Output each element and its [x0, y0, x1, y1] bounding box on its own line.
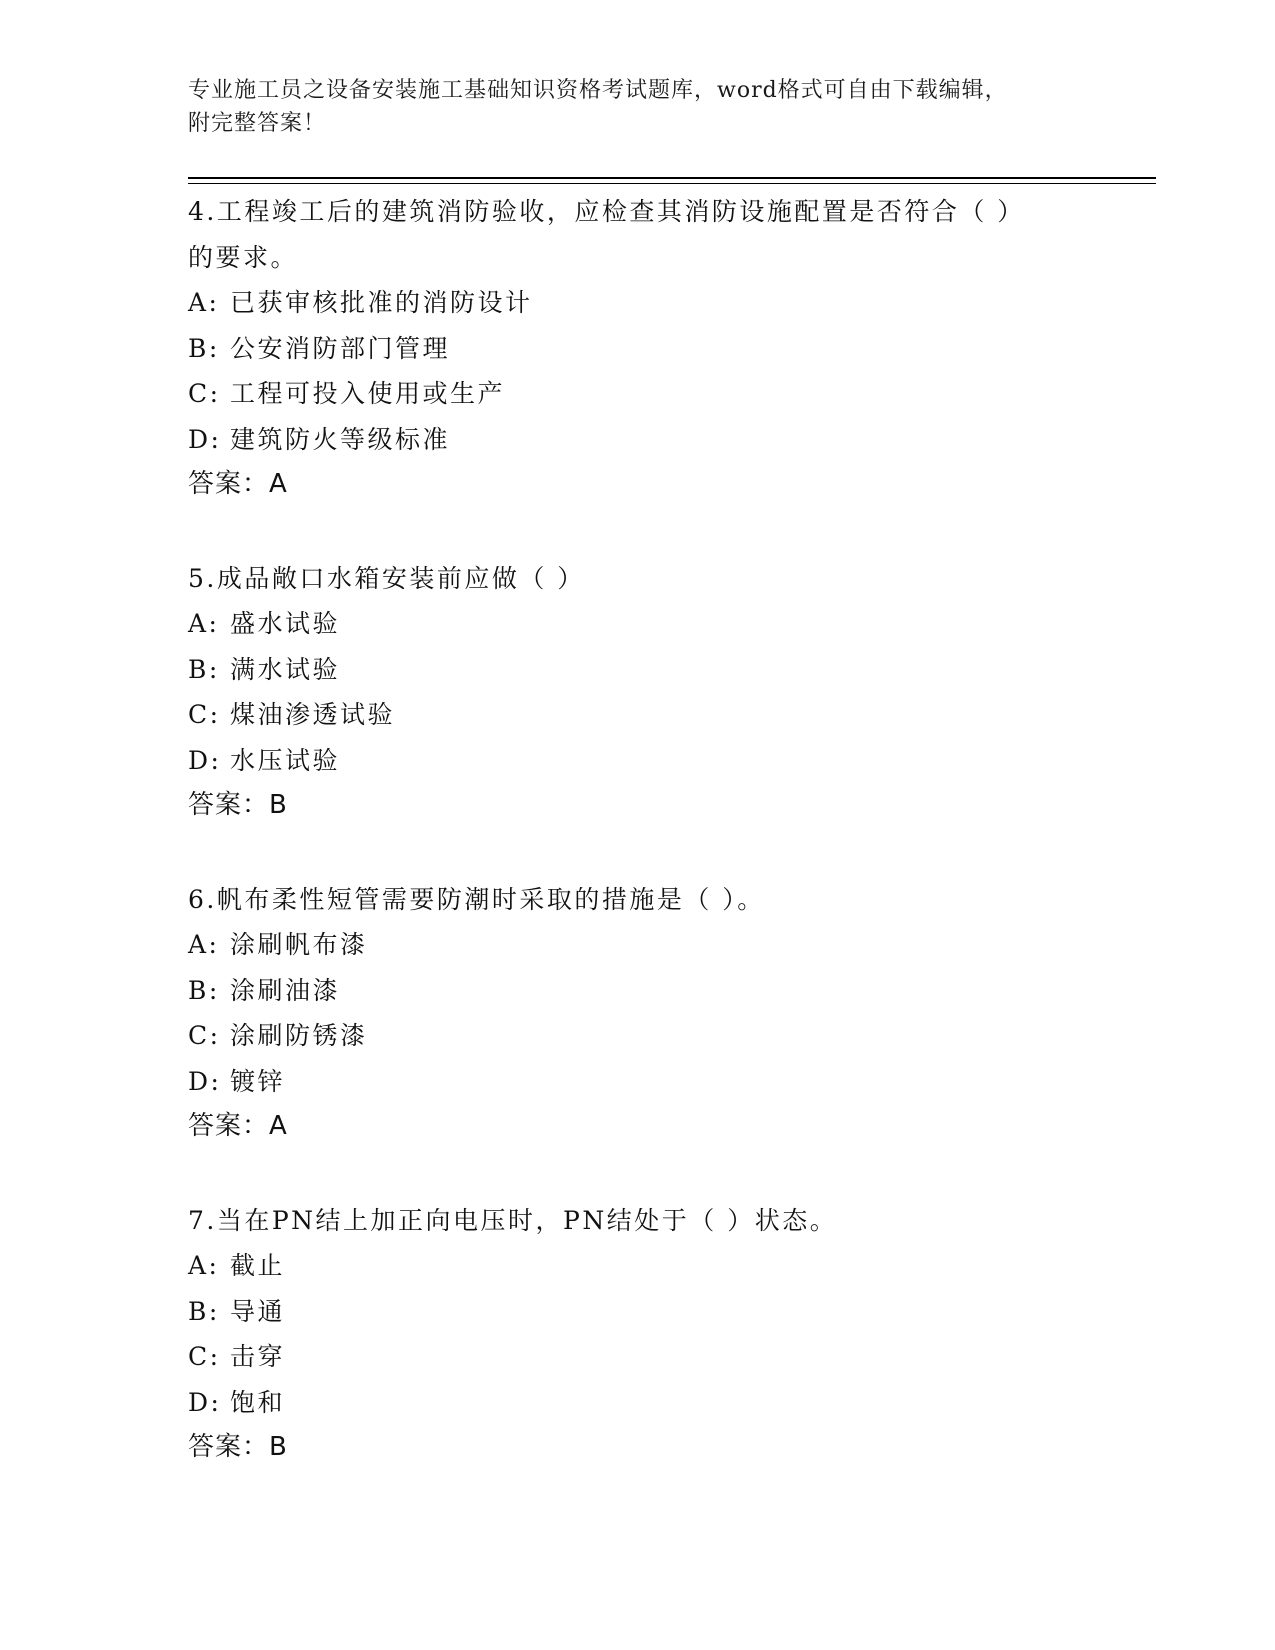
- option-letter: C:: [188, 700, 221, 729]
- option-letter: C:: [188, 379, 221, 408]
- option-text: 涂刷帆布漆: [230, 930, 368, 959]
- option-letter: D:: [188, 1387, 222, 1417]
- option-text: 盛水试验: [230, 609, 341, 638]
- header-line-1: 专业施工员之设备安装施工基础知识资格考试题库，word格式可自由下载编辑，: [188, 78, 1008, 103]
- option-text: 已获审核批准的消防设计: [230, 288, 533, 317]
- option-c: [188, 371, 1088, 417]
- option-letter: A:: [188, 930, 220, 959]
- option-letter: B:: [188, 654, 220, 684]
- answer-line: 答案：A: [188, 469, 288, 499]
- option-letter: B:: [188, 333, 220, 363]
- option-text: 截止: [230, 1251, 286, 1280]
- option-text: 镀锌: [230, 1066, 286, 1096]
- option-letter: C:: [188, 1342, 221, 1371]
- option-b: [188, 647, 1088, 693]
- question-stem: 4.工程竣工后的建筑消防验收，应检查其消防设施配置是否符合（ ）: [188, 197, 1025, 226]
- option-text: 建筑防火等级标准: [230, 424, 451, 454]
- question-stem: 6.帆布柔性短管需要防潮时采取的措施是（ ）。: [188, 884, 765, 914]
- question-list: [188, 189, 1088, 1519]
- header-line-2: 附完整答案！: [188, 111, 327, 136]
- option-letter: D:: [188, 745, 222, 775]
- answer-line: 答案：A: [188, 1111, 288, 1141]
- option-a: [188, 922, 1088, 968]
- option-d: [188, 1380, 1088, 1426]
- option-letter: A:: [188, 609, 220, 638]
- option-letter: B:: [188, 1296, 220, 1326]
- option-text: 饱和: [230, 1387, 286, 1417]
- question-item-6: [188, 877, 1088, 1150]
- option-b: [188, 1289, 1088, 1335]
- option-b: [188, 968, 1088, 1014]
- option-text: 公安消防部门管理: [230, 333, 451, 363]
- option-text: 工程可投入使用或生产: [230, 379, 506, 408]
- question-stem-continued: 的要求。: [188, 242, 299, 272]
- option-a: [188, 1243, 1088, 1289]
- header-divider-top: [188, 177, 1156, 179]
- question-item-4: [188, 189, 1088, 508]
- option-letter: A:: [188, 288, 220, 317]
- option-d: [188, 417, 1088, 463]
- question-stem: 5.成品敞口水箱安装前应做（ ）: [188, 563, 585, 593]
- document-header: [188, 74, 1068, 140]
- option-text: 煤油渗透试验: [230, 700, 396, 729]
- answer-line: 答案：B: [188, 1432, 288, 1462]
- option-a: [188, 601, 1088, 647]
- option-text: 导通: [230, 1296, 286, 1326]
- option-letter: C:: [188, 1021, 221, 1050]
- option-text: 击穿: [230, 1342, 286, 1371]
- option-d: [188, 1059, 1088, 1105]
- option-text: 水压试验: [230, 745, 341, 775]
- question-stem: 7.当在PN结上加正向电压时，PN结处于（ ）状态。: [188, 1205, 838, 1235]
- option-text: 涂刷油漆: [230, 975, 341, 1005]
- option-c: [188, 692, 1088, 738]
- option-b: [188, 326, 1088, 372]
- option-a: [188, 280, 1088, 326]
- option-text: 涂刷防锈漆: [230, 1021, 368, 1050]
- answer-line: 答案：B: [188, 790, 288, 820]
- option-letter: A:: [188, 1251, 220, 1280]
- question-item-7: [188, 1198, 1088, 1471]
- option-d: [188, 738, 1088, 784]
- question-item-5: [188, 556, 1088, 829]
- option-c: [188, 1013, 1088, 1059]
- option-letter: D:: [188, 1066, 222, 1096]
- option-letter: D:: [188, 424, 222, 454]
- option-text: 满水试验: [230, 654, 341, 684]
- header-divider-bottom: [188, 183, 1156, 184]
- option-c: [188, 1334, 1088, 1380]
- option-letter: B:: [188, 975, 220, 1005]
